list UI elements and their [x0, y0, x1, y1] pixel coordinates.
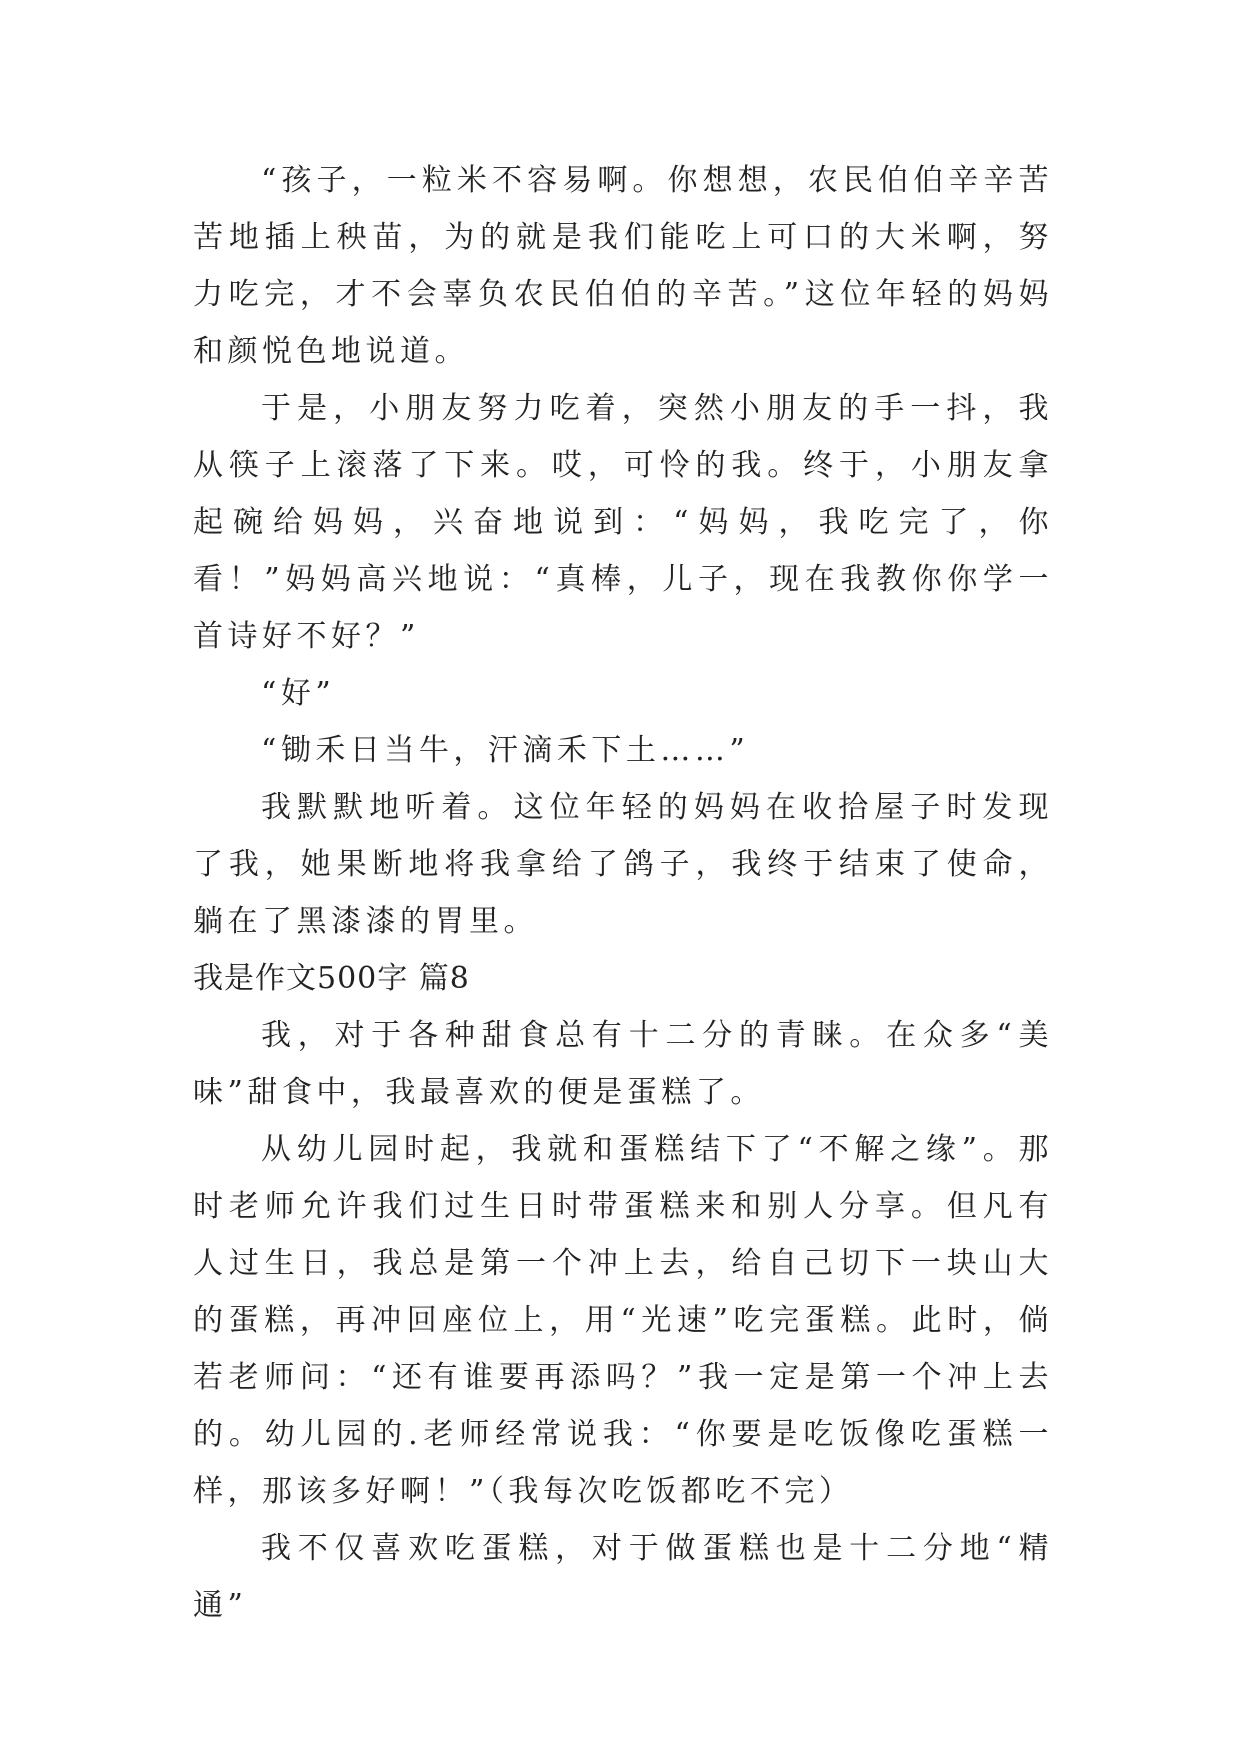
text-line: 有谁要再添吗？”我一定是第一个冲上去的。幼儿园的.老 [193, 1360, 1054, 1452]
text-line: 我，对于各种甜食总有十二分的青睐。在众多“美味” [193, 1018, 1053, 1110]
text-line: 每次吃饭都吃不完） [542, 1474, 854, 1509]
paragraph-group-before-heading [193, 152, 1053, 950]
text-line: 我不仅喜欢吃蛋糕，对于做蛋糕也是十二分地“精通” [193, 1531, 1053, 1623]
text-line: 漆的胃里。 [365, 904, 538, 939]
paragraph-reply [193, 665, 1053, 722]
text-line: 我默默地听着。这位年轻的妈妈在收拾屋子时发现了我， [193, 790, 1053, 882]
text-line: 冲回座位上，用“光速”吃完蛋糕。此时，倘若老师问：“还 [193, 1303, 1053, 1395]
paragraph-group-after-heading [193, 1007, 1053, 1634]
text-line: 才不会辜负农民伯伯的辛苦。”这位年轻的妈妈和颜悦色地 [193, 277, 1053, 369]
section-heading: 我是作文500字 篇8 [193, 961, 470, 996]
paragraph-baking [193, 1520, 1053, 1634]
text-line: 地插上秧苗，为的就是我们能吃上可口的大米啊，努力吃完， [193, 220, 1054, 312]
text-line: 她果断地将我拿给了鸽子，我终于结束了使命，躺在了黑漆 [193, 847, 1054, 939]
text-line: 老师允许我们过生日时带蛋糕来和别人分享。但凡有人过生 [193, 1189, 1054, 1281]
paragraph-ending [193, 779, 1053, 950]
text-line: 日，我总是第一个冲上去，给自己切下一块山大的蛋糕，再 [193, 1246, 1054, 1338]
paragraph-sweets [193, 1007, 1053, 1121]
paragraph-poem [193, 722, 1053, 779]
paragraph-kindergarten [193, 1121, 1053, 1520]
text-line: 妈，兴奋地说到：“妈妈，我吃完了，你看！”妈妈高兴地说： [193, 505, 1053, 597]
text-line: “真棒，儿子，现在我教你你学一首诗好不好？” [193, 562, 1053, 654]
text-line: 师经常说我：“你要是吃饭像吃蛋糕一样，那该多好啊！”（我 [193, 1417, 1053, 1509]
text-line: 甜食中，我最喜欢的便是蛋糕了。 [247, 1075, 765, 1110]
text-line: 从幼儿园时起，我就和蛋糕结下了“不解之缘”。那时 [193, 1132, 1053, 1224]
paragraph-mother-explains [193, 152, 1053, 380]
text-line: 子上滚落了下来。哎，可怜的我。终于，小朋友拿起碗给妈 [193, 448, 1054, 540]
text-line: 于是，小朋友努力吃着，突然小朋友的手一抖，我从筷 [193, 391, 1053, 483]
text-line: “锄禾日当牛，汗滴禾下土……” [261, 733, 750, 768]
paragraph-child-eats [193, 380, 1053, 665]
document-page [193, 152, 1053, 1634]
text-line: “好” [261, 676, 336, 711]
text-line: 说道。 [365, 334, 469, 369]
text-line: “孩子，一粒米不容易啊。你想想，农民伯伯辛辛苦苦 [193, 163, 1053, 255]
